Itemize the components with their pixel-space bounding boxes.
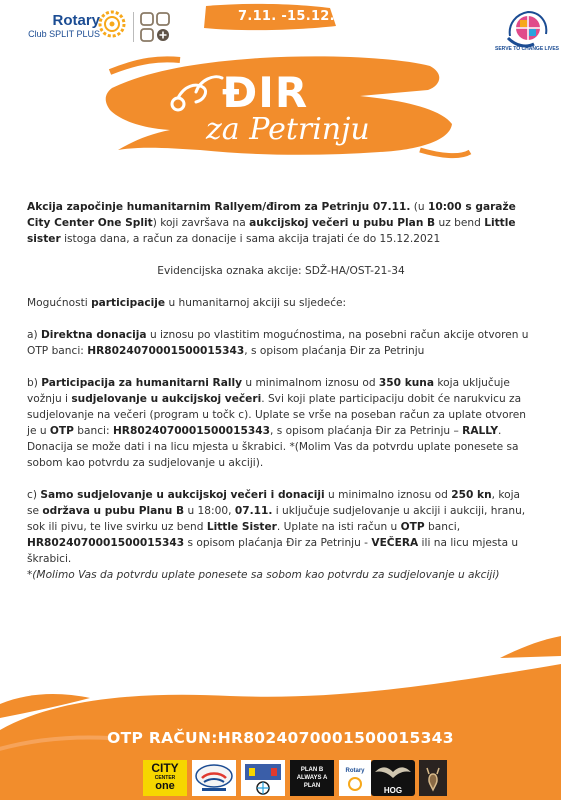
- logo-text: CITY: [151, 761, 179, 775]
- club-name: Club SPLIT PLUS: [28, 29, 100, 39]
- body-text: . Svi koji plate participaciju dobit će narukvicu za sudjelovanje na večeri (program u točk c). Uplate se vrše na poseban račun za uplate otvoren je u: [27, 393, 527, 437]
- body-text: u humanitarnoj akciji su sljedeće:: [165, 297, 347, 309]
- option-c: [27, 487, 535, 583]
- bold-text: 10:00 s garaže City Center One Split: [27, 201, 516, 229]
- serve-caption: SERVE TO CHANGE LIVES: [495, 46, 559, 52]
- option-a: [27, 327, 535, 359]
- body-text: ili na licu mjesta u škrabici.: [27, 537, 519, 565]
- rotary-small-logo: [339, 760, 371, 796]
- bold-text: 250 kn: [451, 489, 492, 501]
- rotary-wheel-icon: [98, 10, 126, 38]
- hog-logo: [371, 760, 415, 796]
- bold-text: održava u pubu Planu B: [42, 505, 185, 517]
- logo-text: HOG: [383, 786, 403, 795]
- body-text: (u: [410, 201, 428, 213]
- plan-b-logo: PLAN B ALWAYS A PLAN: [290, 760, 334, 796]
- body-text: . Donacija se može dati i na licu mjesta u škrabici. *(Molim Vas da potvrdu uplate ponesete sa sobom kao potvrdu za sudjelovanje u akciji).: [27, 425, 519, 469]
- body-text: uz bend: [435, 217, 485, 229]
- bmw-dealer-logo-icon: [241, 760, 285, 796]
- otp-account-banner: OTP RAČUN:HR8024070001500015343: [107, 729, 454, 747]
- iban-text: HR8024070001500015343: [87, 345, 245, 357]
- option-b: [27, 375, 535, 471]
- body-text: s opisom plaćanja Đir za Petrinju -: [184, 537, 372, 549]
- body-text: a): [27, 329, 41, 341]
- bold-text: 07.11.: [234, 505, 273, 517]
- bold-text: Direktna donacija: [41, 329, 147, 341]
- body-text: u minimalnom iznosu od: [242, 377, 379, 389]
- logo-text: Rotary: [345, 768, 365, 774]
- bold-text: OTP: [400, 521, 425, 533]
- bold-text: Participacija za humanitarni Rally: [41, 377, 243, 389]
- body-text: Mogućnosti: [27, 297, 92, 309]
- bold-text: sudjelovanje u aukcijskoj večeri: [71, 393, 262, 405]
- bold-text: 350 kuna: [378, 377, 435, 389]
- body-text: u 18:00,: [184, 505, 235, 517]
- body-text: banci,: [424, 521, 461, 533]
- split-plus-logo-icon: [140, 12, 170, 42]
- bold-text: OTP: [49, 425, 74, 437]
- body-text: u iznosu po vlastitim mogućnostima, na posebni račun akcije otvoren u OTP banci:: [27, 329, 529, 357]
- deer-logo-icon: [419, 760, 447, 796]
- iban-text: HR8024070001500015343: [27, 537, 185, 549]
- body-text: koja uključuje vožnju i: [27, 377, 510, 405]
- bold-text: aukcijskoj večeri u pubu Plan B: [249, 217, 436, 229]
- evidence-code: Evidencijska oznaka akcije: SDŽ-HA/OST-21-34: [157, 265, 405, 277]
- bold-text: Little sister: [27, 217, 516, 245]
- logo-text: one: [155, 780, 175, 792]
- logo-text: CENTER: [154, 775, 176, 781]
- event-subtitle: za Petrinju: [206, 112, 370, 147]
- eagle-icon: [371, 760, 415, 784]
- body-text: istoga dana, a račun za donacije i sama akcija trajati će do 15.12.2021: [60, 233, 441, 245]
- iban-text: HR8024070001500015343: [112, 425, 271, 437]
- bold-text: VEČERA: [371, 537, 419, 549]
- body-text: , koja se: [27, 489, 521, 517]
- bold-text: Little Sister: [206, 521, 277, 533]
- sailing-club-logo-icon: [192, 760, 236, 796]
- document-body: [27, 199, 535, 583]
- bold-text: RALLY: [462, 425, 499, 437]
- rotary-wordmark: Rotary: [52, 12, 100, 29]
- body-text: b): [27, 377, 42, 389]
- intro-paragraph: [27, 199, 535, 247]
- options-intro: [27, 295, 535, 311]
- body-text: , s opisom plaćanja Đir za Petrinju –: [270, 425, 463, 437]
- italic-note: *(Molimo Vas da potvrdu uplate ponesete sa sobom kao potvrdu za sudjelovanje u akciji): [27, 569, 500, 581]
- body-text: . Uplate na isti račun u: [276, 521, 401, 533]
- body-text: i uključuje sudjelovanje u akciji i aukciji, hranu, sok ili pivu, te live svirku uz bend: [27, 505, 526, 533]
- logo-divider: [133, 12, 134, 42]
- body-text: , s opisom plaćanja Đir za Petrinju: [244, 345, 425, 357]
- body-text: c): [27, 489, 41, 501]
- bold-text: Samo sudjelovanje u aukcijskoj večeri i donaciji: [40, 489, 325, 501]
- bold-text: Akcija započinje humanitarnim Rallyem/đirom za Petrinju 07.11.: [27, 201, 411, 213]
- event-title: ĐIR: [222, 68, 309, 117]
- body-text: ) koji završava na: [152, 217, 250, 229]
- bold-text: participacije: [91, 297, 166, 309]
- city-center-one-logo: [143, 760, 187, 796]
- body-text: banci:: [73, 425, 113, 437]
- event-date-range: 7.11. -15.12.2021: [238, 9, 373, 24]
- rotary-wheel-icon: [348, 777, 362, 791]
- body-text: u minimalno iznosu od: [324, 489, 452, 501]
- rotary-club-logo: [8, 12, 100, 39]
